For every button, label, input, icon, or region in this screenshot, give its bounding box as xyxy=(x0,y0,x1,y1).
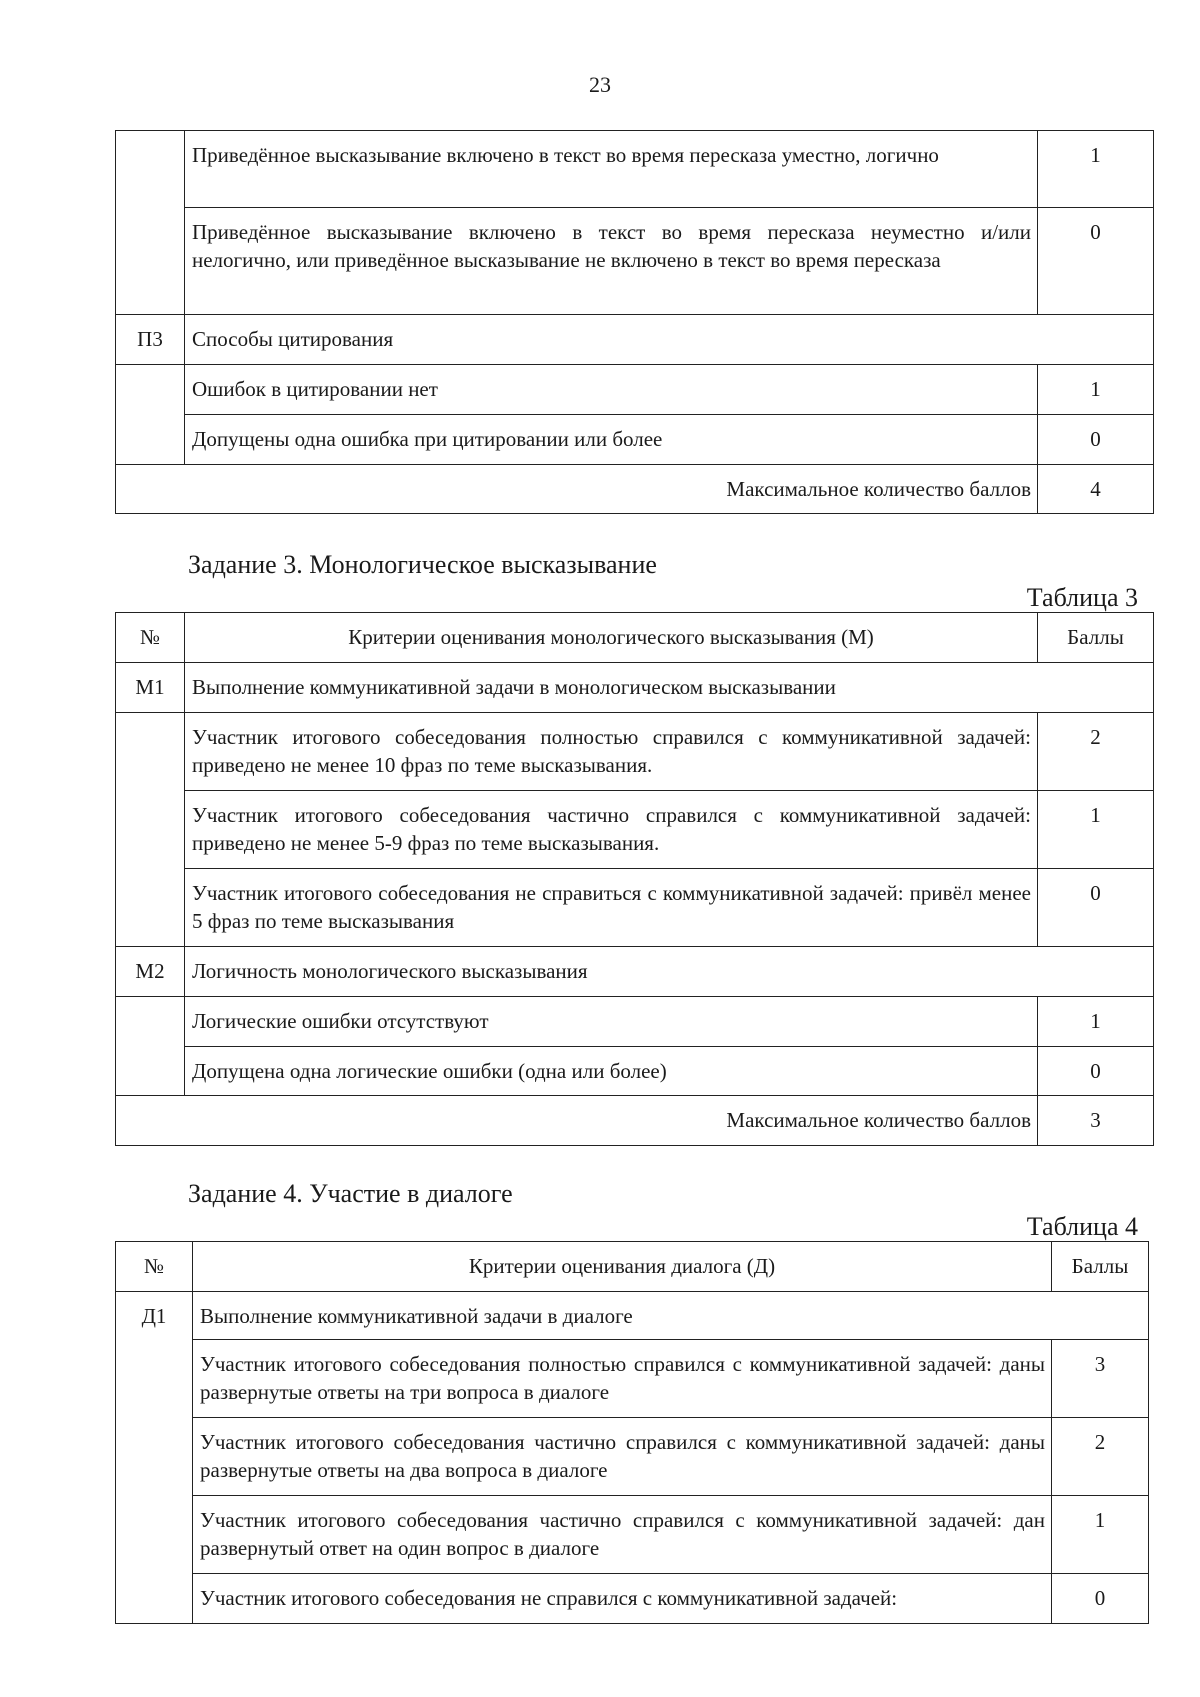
criteria-table-m xyxy=(115,612,1154,1146)
row-number xyxy=(116,131,185,315)
table-row xyxy=(116,315,1154,365)
total-row xyxy=(116,1096,1154,1146)
table-row xyxy=(116,791,1154,869)
table-header-row xyxy=(116,613,1154,663)
criterion-text: Ошибок в цитировании нет xyxy=(185,365,1038,415)
points-value: 0 xyxy=(1052,1574,1149,1624)
row-number: М2 xyxy=(116,947,185,997)
table-row xyxy=(116,1340,1149,1418)
task4-table-label: Таблица 4 xyxy=(1026,1212,1138,1241)
task3-table-label: Таблица 3 xyxy=(1026,583,1138,612)
total-row xyxy=(116,465,1154,514)
criterion-text: Участник итогового собеседования полностью справился с коммуникативной задачей: даны развернутые ответы на три вопроса в диалоге xyxy=(193,1340,1052,1418)
column-header-criteria: Критерии оценивания диалога (Д) xyxy=(193,1242,1052,1292)
total-value: 4 xyxy=(1038,465,1154,514)
criterion-title: Выполнение коммуникативной задачи в монологическом высказывании xyxy=(185,663,1154,713)
table-row xyxy=(116,365,1154,415)
page-number: 23 xyxy=(589,72,611,97)
table-header-row xyxy=(116,1242,1149,1292)
table-row xyxy=(116,415,1154,465)
task3-heading: Задание 3. Монологическое высказывание xyxy=(188,550,657,579)
criteria-table-p xyxy=(115,130,1154,514)
column-header-number: № xyxy=(116,613,185,663)
points-value: 1 xyxy=(1052,1496,1149,1574)
table-row xyxy=(116,1047,1154,1096)
criterion-text: Допущена одна логические ошибки (одна или более) xyxy=(185,1047,1038,1096)
row-number: Д1 xyxy=(116,1292,193,1624)
criterion-text: Допущены одна ошибка при цитировании или более xyxy=(185,415,1038,465)
column-header-number: № xyxy=(116,1242,193,1292)
points-value: 1 xyxy=(1038,365,1154,415)
points-value: 1 xyxy=(1038,131,1154,208)
table-row xyxy=(116,131,1154,208)
points-value: 0 xyxy=(1038,208,1154,315)
row-number xyxy=(116,713,185,947)
table-row xyxy=(116,663,1154,713)
total-value: 3 xyxy=(1038,1096,1154,1146)
points-value: 2 xyxy=(1038,713,1154,791)
points-value: 0 xyxy=(1038,869,1154,947)
table-row xyxy=(116,947,1154,997)
criterion-text: Участник итогового собеседования не справился с коммуникативной задачей: xyxy=(193,1574,1052,1624)
column-header-points: Баллы xyxy=(1052,1242,1149,1292)
criterion-text: Участник итогового собеседования не справиться с коммуникативной задачей: привёл менее 5 фраз по теме высказывания xyxy=(185,869,1038,947)
criterion-text: Участник итогового собеседования полностью справился с коммуникативной задачей: приведено не менее 10 фраз по теме высказывания. xyxy=(185,713,1038,791)
criterion-text: Участник итогового собеседования частично справился с коммуникативной задачей: даны развернутые ответы на два вопроса в диалоге xyxy=(193,1418,1052,1496)
points-value: 1 xyxy=(1038,791,1154,869)
points-value: 2 xyxy=(1052,1418,1149,1496)
total-label: Максимальное количество баллов xyxy=(116,465,1038,514)
table-row xyxy=(116,208,1154,315)
points-value: 3 xyxy=(1052,1340,1149,1418)
column-header-criteria: Критерии оценивания монологического высказывания (М) xyxy=(185,613,1038,663)
criterion-title: Выполнение коммуникативной задачи в диалоге xyxy=(193,1292,1149,1340)
table-row xyxy=(116,1496,1149,1574)
task4-heading: Задание 4. Участие в диалоге xyxy=(188,1179,513,1208)
table-row xyxy=(116,997,1154,1047)
criterion-text: Логические ошибки отсутствуют xyxy=(185,997,1038,1047)
criterion-title: Логичность монологического высказывания xyxy=(185,947,1154,997)
table-row xyxy=(116,869,1154,947)
criterion-text: Приведённое высказывание включено в текст во время пересказа уместно, логично xyxy=(185,131,1038,208)
table-row xyxy=(116,1418,1149,1496)
criterion-text: Участник итогового собеседования частично справился с коммуникативной задачей: дан развернутый ответ на один вопрос в диалоге xyxy=(193,1496,1052,1574)
criterion-text: Приведённое высказывание включено в текст во время пересказа неуместно и/или нелогично, или приведённое высказывание не включено в текст во время пересказа xyxy=(185,208,1038,315)
table-row xyxy=(116,1292,1149,1340)
row-number xyxy=(116,997,185,1096)
criterion-title: Способы цитирования xyxy=(185,315,1154,365)
row-number: М1 xyxy=(116,663,185,713)
criterion-text: Участник итогового собеседования частично справился с коммуникативной задачей: приведено не менее 5-9 фраз по теме высказывания. xyxy=(185,791,1038,869)
points-value: 0 xyxy=(1038,1047,1154,1096)
row-number: П3 xyxy=(116,315,185,365)
row-number xyxy=(116,365,185,465)
column-header-points: Баллы xyxy=(1038,613,1154,663)
points-value: 0 xyxy=(1038,415,1154,465)
table-row xyxy=(116,1574,1149,1624)
criteria-table-d xyxy=(115,1241,1149,1624)
points-value: 1 xyxy=(1038,997,1154,1047)
table-row xyxy=(116,713,1154,791)
total-label: Максимальное количество баллов xyxy=(116,1096,1038,1146)
